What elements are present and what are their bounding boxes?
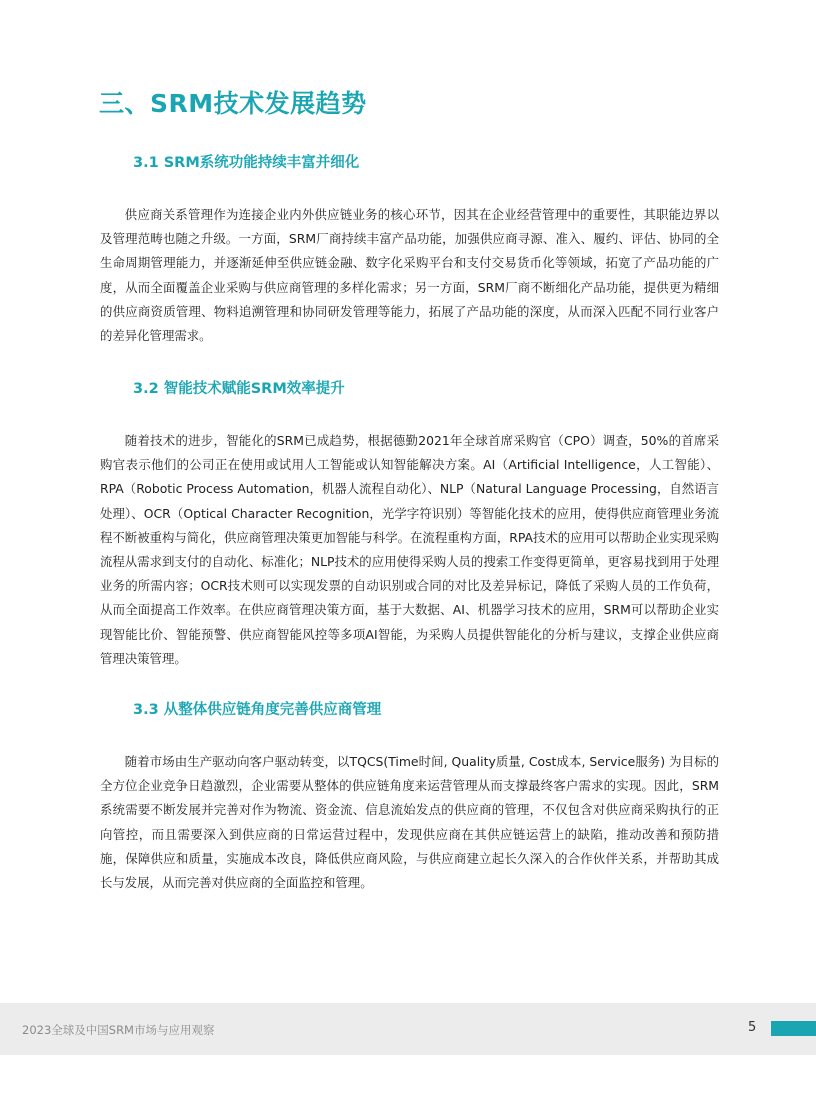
footer-report-title: 2023全球及中国SRM市场与应用观察 bbox=[22, 1023, 215, 1037]
section-paragraph-3-1: 供应商关系管理作为连接企业内外供应链业务的核心环节，因其在企业经营管理中的重要性，其职能边界以及管理范畴也随之升级。一方面，SRM厂商持续丰富产品功能，加强供应商寻源、准入、履约、评估、协同的全生命周期管理能力，并逐渐延伸至供应链金融、数字化采购平台和支付交易货币化等领域，拓宽了产品功能的广度，从而全面覆盖企业采购与供应商管理的多样化需求；另一方面，SRM厂商不断细化产品功能，提供更为精细的供应商资质管理、物料追溯管理和协同研发管理等能力，拓展了产品功能的深度，从而深入匹配不同行业客户的差异化管理需求。 bbox=[100, 207, 719, 344]
footer-accent-bar bbox=[771, 1021, 816, 1036]
section-heading-3-1: 3.1 SRM系统功能持续丰富并细化 bbox=[133, 155, 360, 171]
page-title: 三、SRM技术发展趋势 bbox=[99, 89, 367, 118]
page-number: 5 bbox=[748, 1020, 757, 1035]
section-paragraph-3-3: 随着市场由生产驱动向客户驱动转变，以TQCS(Time时间, Quality质量, Cost成本, Service服务) 为目标的全方位企业竞争日趋激烈，企业需要从整体的供应链角度来运营管理从而支撑最终客户需求的实现。因此，SRM系统需要不断发展并完善对作为物流、资金流、信息流始发点的供应商的管理，不仅包含对供应商采购执行的正向管控，而且需要深入到供应商的日常运营过程中，发现供应商在其供应链运营上的缺陷，推动改善和预防措施，保障供应和质量，实施成本改良，降低供应商风险，与供应商建立起长久深入的合作伙伴关系，并帮助其成长与发展，从而完善对供应商的全面监控和管理。 bbox=[100, 754, 719, 891]
section-heading-3-3: 3.3 从整体供应链角度完善供应商管理 bbox=[133, 702, 382, 718]
section-paragraph-3-2: 随着技术的进步，智能化的SRM已成趋势，根据德勤2021年全球首席采购官（CPO）调查，50%的首席采购官表示他们的公司正在使用或试用人工智能或认知智能解决方案。AI（Artificial Intelligence，人工智能）、RPA（Robotic Process Automation，机器人流程自动化）、NLP（Natural Language Processing，自然语言处理）、OCR（Optical Character Recognition，光学字符识别）等智能化技术的应用，使得供应商管理业务流程不断被重构与简化，供应商管理决策更加智能与科学。在流程重构方面，RPA技术的应用可以帮助企业实现采购流程从需求到支付的自动化、标准化；NLP技术的应用使得采购人员的搜索工作变得更简单，更容易找到用于处理业务的所需内容；OCR技术则可以实现发票的自动识别或合同的对比及差异标记，降低了采购人员的工作负荷，从而全面提高工作效率。在供应商管理决策方面，基于大数据、AI、机器学习技术的应用，SRM可以帮助企业实现智能比价、智能预警、供应商智能风控等多项AI智能，为采购人员提供智能化的分析与建议，支撑企业供应商管理决策管理。 bbox=[100, 433, 719, 666]
section-heading-3-2: 3.2 智能技术赋能SRM效率提升 bbox=[133, 381, 345, 397]
